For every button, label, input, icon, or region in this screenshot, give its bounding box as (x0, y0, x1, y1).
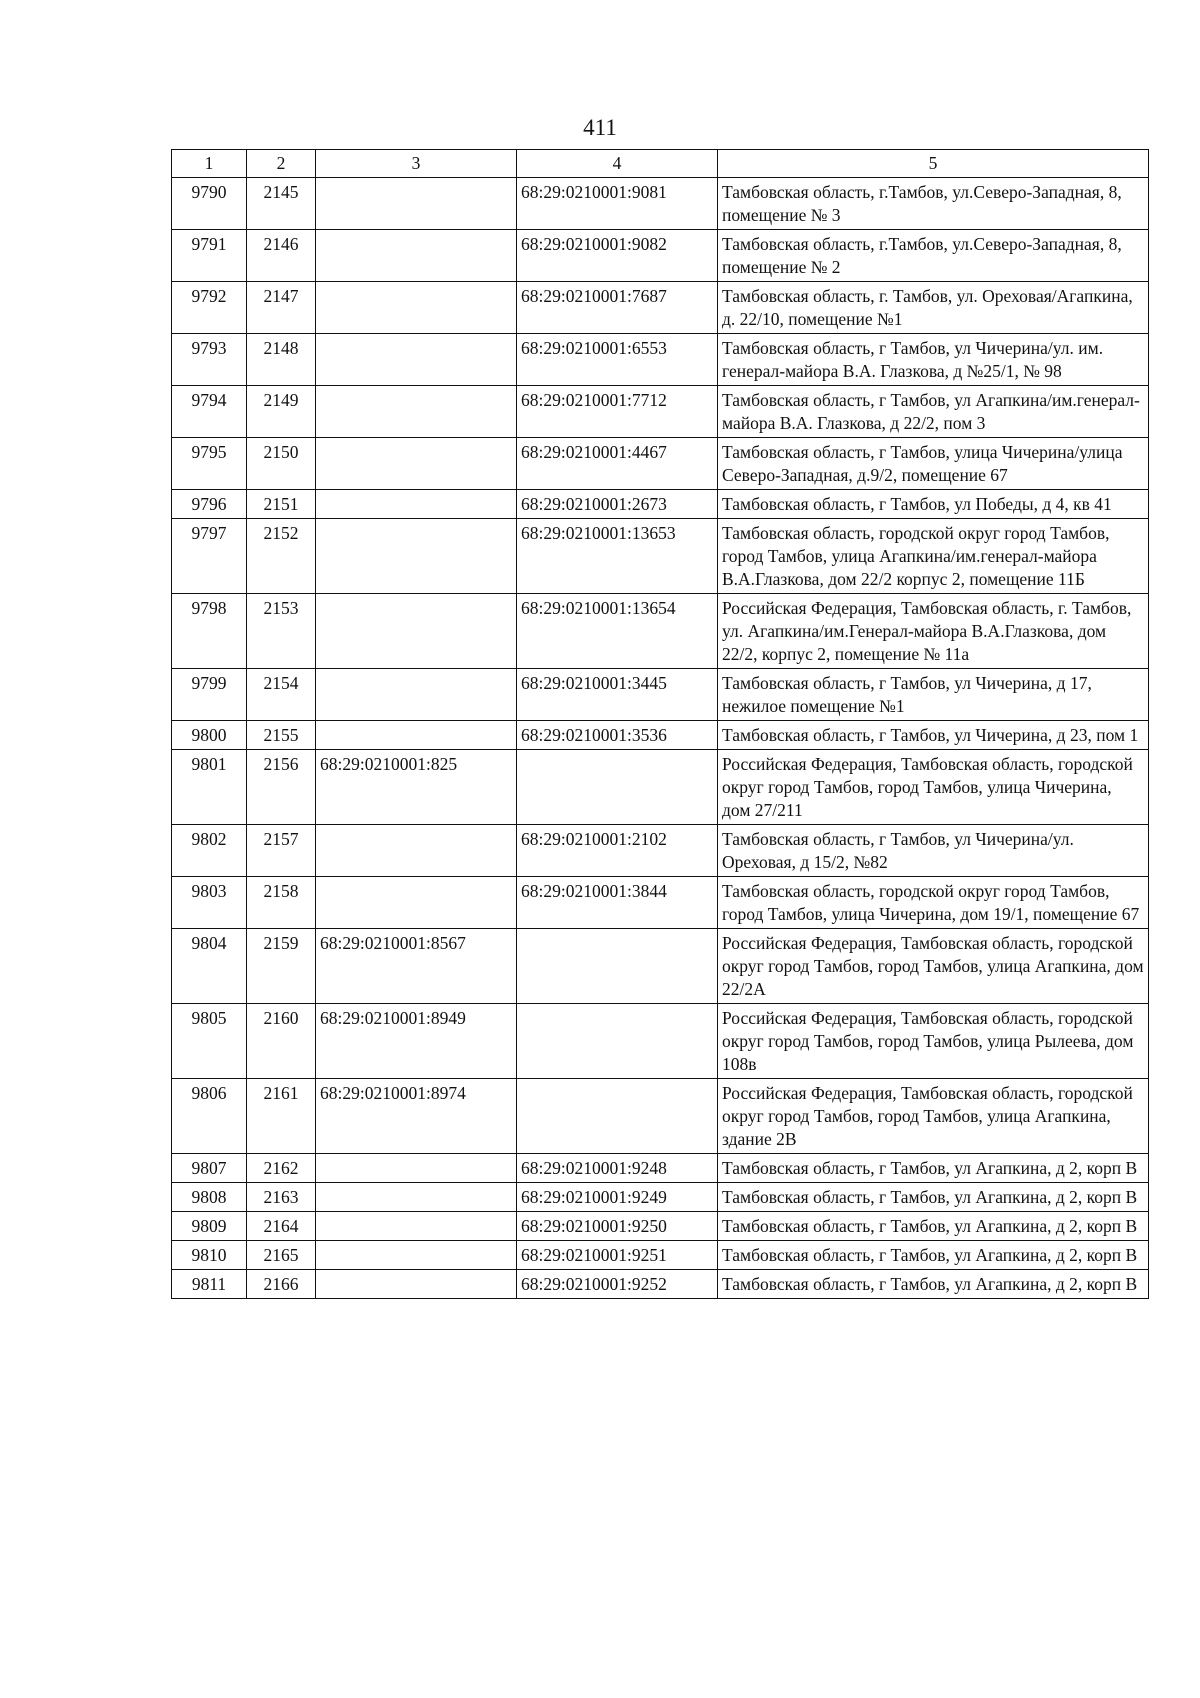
cell-col-3 (316, 1183, 517, 1212)
table-row (172, 1154, 1149, 1183)
cell-col-3 (316, 438, 517, 490)
table-row (172, 594, 1149, 669)
cell-col-3 (316, 877, 517, 929)
cell-col-1: 9801 (172, 750, 247, 825)
cell-col-5: Тамбовская область, г Тамбов, ул Агапкина, д 2, корп В (718, 1270, 1149, 1299)
cell-col-4: 68:29:0210001:2102 (517, 825, 718, 877)
cell-col-1: 9809 (172, 1212, 247, 1241)
cell-col-3 (316, 490, 517, 519)
cell-col-2: 2149 (247, 386, 316, 438)
cell-col-2: 2145 (247, 178, 316, 230)
cell-col-2: 2164 (247, 1212, 316, 1241)
cell-col-2: 2157 (247, 825, 316, 877)
cell-col-3: 68:29:0210001:8974 (316, 1079, 517, 1154)
cell-col-4: 68:29:0210001:4467 (517, 438, 718, 490)
cell-col-1: 9806 (172, 1079, 247, 1154)
cell-col-1: 9793 (172, 334, 247, 386)
cell-col-4: 68:29:0210001:3536 (517, 721, 718, 750)
cell-col-3: 68:29:0210001:825 (316, 750, 517, 825)
column-header: 2 (247, 150, 316, 178)
cell-col-4: 68:29:0210001:9081 (517, 178, 718, 230)
table-row (172, 877, 1149, 929)
cell-col-5: Российская Федерация, Тамбовская область, городской округ город Тамбов, город Тамбов, улица Рылеева, дом 108в (718, 1004, 1149, 1079)
cell-col-4: 68:29:0210001:13653 (517, 519, 718, 594)
table-row (172, 1183, 1149, 1212)
cell-col-1: 9797 (172, 519, 247, 594)
column-header: 5 (718, 150, 1149, 178)
cell-col-5: Российская Федерация, Тамбовская область, городской округ город Тамбов, город Тамбов, улица Агапкина, дом 22/2А (718, 929, 1149, 1004)
cell-col-4: 68:29:0210001:6553 (517, 334, 718, 386)
cell-col-2: 2156 (247, 750, 316, 825)
cell-col-4: 68:29:0210001:9252 (517, 1270, 718, 1299)
cell-col-2: 2146 (247, 230, 316, 282)
table-row (172, 334, 1149, 386)
table-row (172, 929, 1149, 1004)
cell-col-4: 68:29:0210001:13654 (517, 594, 718, 669)
cell-col-5: Тамбовская область, г Тамбов, ул Агапкина, д 2, корп В (718, 1183, 1149, 1212)
cell-col-2: 2163 (247, 1183, 316, 1212)
table-row (172, 490, 1149, 519)
cell-col-3 (316, 1241, 517, 1270)
cell-col-2: 2166 (247, 1270, 316, 1299)
cell-col-2: 2152 (247, 519, 316, 594)
cell-col-5: Тамбовская область, г.Тамбов, ул.Северо-Западная, 8, помещение № 3 (718, 178, 1149, 230)
column-header: 3 (316, 150, 517, 178)
cell-col-5: Тамбовская область, г Тамбов, ул Агапкина/им.генерал-майора В.А. Глазкова, д 22/2, пом 3 (718, 386, 1149, 438)
cell-col-4: 68:29:0210001:2673 (517, 490, 718, 519)
cell-col-1: 9804 (172, 929, 247, 1004)
cell-col-5: Российская Федерация, Тамбовская область, г. Тамбов, ул. Агапкина/им.Генерал-майора В.А.Глазкова, дом 22/2, корпус 2, помещение № 11а (718, 594, 1149, 669)
cell-col-4: 68:29:0210001:9248 (517, 1154, 718, 1183)
cell-col-2: 2150 (247, 438, 316, 490)
cell-col-1: 9790 (172, 178, 247, 230)
cell-col-3 (316, 1154, 517, 1183)
cell-col-5: Тамбовская область, г Тамбов, ул Победы, д 4, кв 41 (718, 490, 1149, 519)
cell-col-1: 9805 (172, 1004, 247, 1079)
cell-col-3 (316, 334, 517, 386)
cell-col-4: 68:29:0210001:7687 (517, 282, 718, 334)
cell-col-1: 9811 (172, 1270, 247, 1299)
cell-col-1: 9792 (172, 282, 247, 334)
cell-col-3 (316, 230, 517, 282)
table-row (172, 1241, 1149, 1270)
cell-col-4 (517, 929, 718, 1004)
table-row (172, 519, 1149, 594)
table-row (172, 438, 1149, 490)
cell-col-2: 2154 (247, 669, 316, 721)
cell-col-3 (316, 178, 517, 230)
table-row (172, 1004, 1149, 1079)
cell-col-4: 68:29:0210001:9249 (517, 1183, 718, 1212)
cell-col-1: 9802 (172, 825, 247, 877)
column-header: 1 (172, 150, 247, 178)
registry-table (171, 149, 1149, 1299)
cell-col-5: Тамбовская область, г Тамбов, ул Чичерина, д 23, пом 1 (718, 721, 1149, 750)
cell-col-3 (316, 594, 517, 669)
cell-col-3 (316, 1212, 517, 1241)
cell-col-1: 9798 (172, 594, 247, 669)
cell-col-4: 68:29:0210001:9250 (517, 1212, 718, 1241)
cell-col-5: Российская Федерация, Тамбовская область, городской округ город Тамбов, город Тамбов, улица Агапкина, здание 2В (718, 1079, 1149, 1154)
cell-col-1: 9803 (172, 877, 247, 929)
cell-col-5: Тамбовская область, г Тамбов, улица Чичерина/улица Северо-Западная, д.9/2, помещение 67 (718, 438, 1149, 490)
table-row (172, 669, 1149, 721)
table-row (172, 178, 1149, 230)
header-row (172, 150, 1149, 178)
cell-col-2: 2153 (247, 594, 316, 669)
table-row (172, 282, 1149, 334)
cell-col-2: 2155 (247, 721, 316, 750)
cell-col-4: 68:29:0210001:3844 (517, 877, 718, 929)
cell-col-3 (316, 721, 517, 750)
cell-col-2: 2159 (247, 929, 316, 1004)
table-row (172, 721, 1149, 750)
cell-col-1: 9807 (172, 1154, 247, 1183)
cell-col-2: 2148 (247, 334, 316, 386)
table-row (172, 825, 1149, 877)
cell-col-5: Тамбовская область, г Тамбов, ул Чичерина/ул. Ореховая, д 15/2, №82 (718, 825, 1149, 877)
cell-col-3 (316, 825, 517, 877)
cell-col-4 (517, 1004, 718, 1079)
cell-col-5: Тамбовская область, г Тамбов, ул Агапкина, д 2, корп В (718, 1241, 1149, 1270)
cell-col-1: 9799 (172, 669, 247, 721)
cell-col-3 (316, 1270, 517, 1299)
table-row (172, 1212, 1149, 1241)
table-body (172, 178, 1149, 1299)
cell-col-5: Тамбовская область, г Тамбов, ул Агапкина, д 2, корп В (718, 1154, 1149, 1183)
cell-col-4: 68:29:0210001:9251 (517, 1241, 718, 1270)
cell-col-5: Российская Федерация, Тамбовская область, городской округ город Тамбов, город Тамбов, улица Чичерина, дом 27/211 (718, 750, 1149, 825)
table-row (172, 750, 1149, 825)
cell-col-2: 2160 (247, 1004, 316, 1079)
cell-col-5: Тамбовская область, г.Тамбов, ул.Северо-Западная, 8, помещение № 2 (718, 230, 1149, 282)
cell-col-5: Тамбовская область, г Тамбов, ул Чичерина, д 17, нежилое помещение №1 (718, 669, 1149, 721)
column-header: 4 (517, 150, 718, 178)
cell-col-4 (517, 750, 718, 825)
cell-col-3 (316, 669, 517, 721)
table-row (172, 1270, 1149, 1299)
cell-col-5: Тамбовская область, г Тамбов, ул Агапкина, д 2, корп В (718, 1212, 1149, 1241)
cell-col-1: 9791 (172, 230, 247, 282)
cell-col-2: 2147 (247, 282, 316, 334)
cell-col-5: Тамбовская область, г Тамбов, ул Чичерина/ул. им. генерал-майора В.А. Глазкова, д №25/1, № 98 (718, 334, 1149, 386)
cell-col-3: 68:29:0210001:8567 (316, 929, 517, 1004)
table-row (172, 386, 1149, 438)
cell-col-1: 9795 (172, 438, 247, 490)
cell-col-2: 2151 (247, 490, 316, 519)
cell-col-4: 68:29:0210001:9082 (517, 230, 718, 282)
cell-col-1: 9800 (172, 721, 247, 750)
cell-col-1: 9794 (172, 386, 247, 438)
cell-col-3 (316, 282, 517, 334)
cell-col-3: 68:29:0210001:8949 (316, 1004, 517, 1079)
cell-col-1: 9796 (172, 490, 247, 519)
table-row (172, 230, 1149, 282)
cell-col-3 (316, 386, 517, 438)
cell-col-4 (517, 1079, 718, 1154)
cell-col-5: Тамбовская область, г. Тамбов, ул. Ореховая/Агапкина, д. 22/10, помещение №1 (718, 282, 1149, 334)
cell-col-4: 68:29:0210001:7712 (517, 386, 718, 438)
cell-col-2: 2165 (247, 1241, 316, 1270)
cell-col-2: 2158 (247, 877, 316, 929)
cell-col-2: 2162 (247, 1154, 316, 1183)
cell-col-4: 68:29:0210001:3445 (517, 669, 718, 721)
cell-col-5: Тамбовская область, городской округ город Тамбов, город Тамбов, улица Агапкина/им.генерал-майора В.А.Глазкова, дом 22/2 корпус 2, помещение 11Б (718, 519, 1149, 594)
cell-col-3 (316, 519, 517, 594)
cell-col-1: 9810 (172, 1241, 247, 1270)
page-number: 411 (583, 115, 617, 140)
cell-col-1: 9808 (172, 1183, 247, 1212)
table-row (172, 1079, 1149, 1154)
cell-col-2: 2161 (247, 1079, 316, 1154)
cell-col-5: Тамбовская область, городской округ город Тамбов, город Тамбов, улица Чичерина, дом 19/1, помещение 67 (718, 877, 1149, 929)
